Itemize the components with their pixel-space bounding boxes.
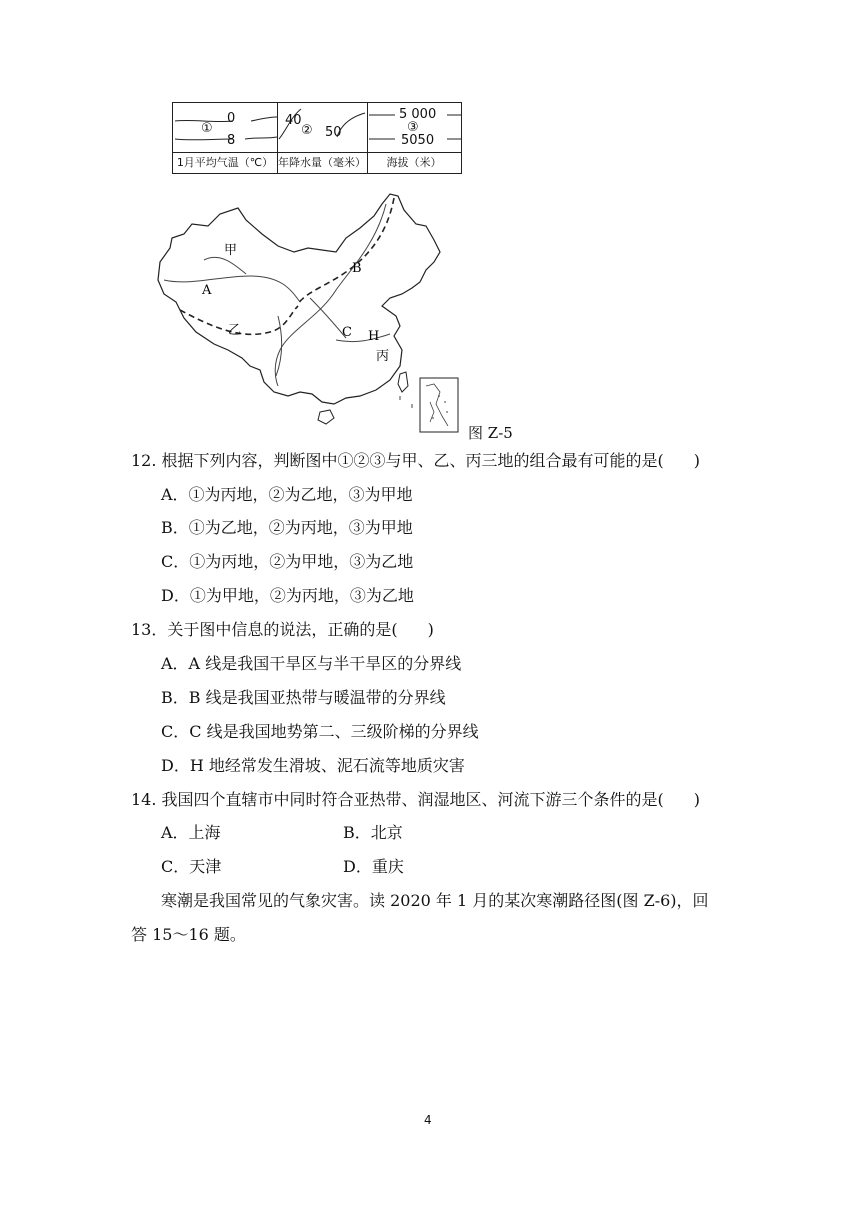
question-14-option-d: D．重庆 [343, 857, 404, 876]
question-13-option-a: A．A 线是我国干旱区与半干旱区的分界线 [161, 654, 462, 673]
question-12-stem [131, 451, 700, 471]
question-12-text: 12. 根据下列内容，判断图中①②③与甲、乙、丙三地的组合最有可能的是( [131, 451, 664, 470]
islands-dashes [400, 396, 412, 408]
hainan-island [318, 410, 334, 424]
legend-caption-temperature: 1月平均气温（℃） [173, 152, 277, 173]
legend-table [172, 102, 462, 174]
question-12-stem-end: ) [693, 451, 701, 470]
label-line-b: B [352, 261, 362, 276]
question-12-option-c: C．①为丙地，②为甲地，③为乙地 [161, 552, 414, 571]
legend-cell-precipitation [277, 103, 368, 173]
label-bing: 丙 [376, 349, 390, 364]
question-12-option-a: A．①为丙地，②为乙地，③为甲地 [161, 485, 413, 504]
line-b-dashed [180, 198, 394, 334]
question-14-text: 14. 我国四个直辖市中同时符合亚热带、润湿地区、河流下游三个条件的是( [131, 790, 664, 809]
legend-cell-elevation [367, 103, 461, 173]
figure-caption: 图 Z-5 [468, 424, 513, 442]
question-14-stem-end: ) [693, 790, 701, 809]
temp-top-value: 0 [227, 111, 236, 126]
question-13-text: 13．关于图中信息的说法，正确的是( [131, 620, 398, 639]
page-number: 4 [424, 1113, 432, 1127]
question-13-option-c: C．C 线是我国地势第二、三级阶梯的分界线 [161, 722, 479, 741]
marker-3: ③ [407, 120, 419, 135]
elev-bottom-value: 5050 [401, 133, 435, 148]
question-13-option-b: B．B 线是我国亚热带与暖温带的分界线 [161, 688, 446, 707]
jia-river [204, 257, 246, 274]
question-14-stem [131, 790, 700, 810]
isohyet-lines [277, 103, 367, 153]
line-c [275, 204, 386, 386]
question-13-stem-end: ) [427, 620, 434, 639]
question-13-option-d: D．H 地经常发生滑坡、泥石流等地质灾害 [161, 756, 465, 775]
question-12-option-b: B．①为乙地，②为丙地，③为甲地 [161, 518, 413, 537]
label-line-c: C [342, 325, 352, 340]
question-13-stem [131, 620, 434, 640]
legend-caption-precipitation: 年降水量（毫米） [277, 152, 367, 173]
question-14-option-c: C．天津 [161, 857, 222, 876]
marker-2: ② [301, 123, 313, 138]
label-line-a: A [202, 283, 212, 298]
label-jia: 甲 [224, 243, 238, 258]
isotherm-lines [173, 103, 277, 153]
marker-1: ① [201, 121, 213, 136]
question-14-option-b: B．北京 [343, 823, 403, 842]
label-yi: 乙 [228, 323, 242, 338]
intro-line-2: 答 15～16 题。 [131, 925, 246, 944]
precip-left-value: 40 [285, 113, 302, 128]
temp-bottom-value: 8 [227, 133, 236, 148]
legend-cell-temperature [173, 103, 278, 173]
china-map [150, 190, 470, 440]
elev-top-value: 5 000 [399, 107, 437, 122]
taiwan-island [398, 372, 408, 392]
label-point-h: H [368, 329, 380, 344]
line-a [164, 276, 300, 302]
china-outline [158, 194, 440, 404]
intro-line-1: 寒潮是我国常见的气象灾害。读 2020 年 1 月的某次寒潮路径图(图 Z-6)，回 [161, 891, 709, 910]
precip-right-value: 50 [325, 125, 342, 140]
south-china-sea-inset [420, 378, 458, 432]
question-14-option-a: A．上海 [161, 823, 221, 842]
legend-caption-elevation: 海拔（米） [367, 152, 461, 173]
question-12-option-d: D．①为甲地，②为丙地，③为乙地 [161, 586, 414, 605]
